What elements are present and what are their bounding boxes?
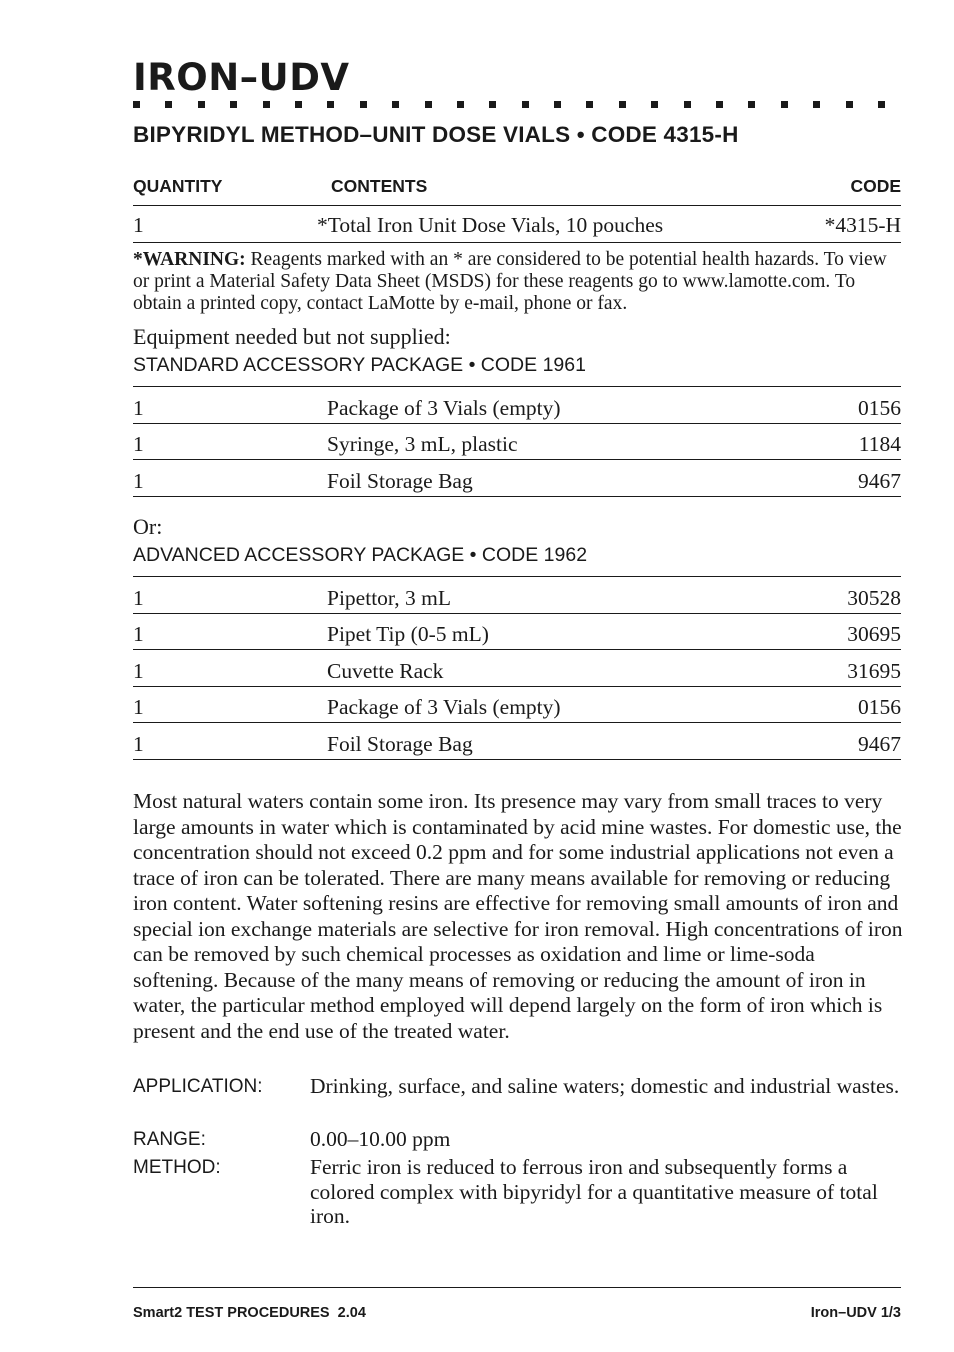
divider-dot — [392, 101, 399, 108]
row-code: 9467 — [858, 469, 901, 493]
row-contents: *Total Iron Unit Dose Vials, 10 pouches — [317, 213, 664, 237]
or-label: Or: — [133, 514, 163, 539]
table-rule — [133, 205, 901, 206]
page-title: IRON–UDV — [133, 56, 350, 99]
spec-value: Ferric iron is reduced to ferrous iron and subsequently forms a colored complex with bipyridyl for a quantitative measure of total iron. — [310, 1155, 878, 1228]
divider-dot — [295, 101, 302, 108]
divider-dot — [263, 101, 270, 108]
row-contents: Pipettor, 3 mL — [327, 586, 451, 610]
divider-dot — [457, 101, 464, 108]
row-code: 9467 — [858, 732, 901, 756]
table-rule — [133, 496, 901, 497]
table-rule — [133, 613, 901, 614]
row-contents: Pipet Tip (0-5 mL) — [327, 622, 489, 646]
row-code: 0156 — [858, 396, 901, 420]
divider-dot — [619, 101, 626, 108]
reagent-row — [133, 207, 901, 243]
row-quantity: 1 — [133, 659, 144, 683]
divider-dot — [133, 101, 140, 108]
header-quantity: QUANTITY — [133, 176, 223, 196]
reagent-table-header — [133, 176, 901, 202]
table-rule — [133, 386, 901, 387]
footer-right: Iron–UDV 1/3 — [810, 1305, 901, 1321]
divider-dot — [586, 101, 593, 108]
row-code: 30695 — [847, 622, 901, 646]
row-code: 31695 — [847, 659, 901, 683]
table-row — [133, 726, 901, 762]
advanced-package-title: ADVANCED ACCESSORY PACKAGE • CODE 1962 — [133, 544, 588, 566]
table-row — [133, 616, 901, 652]
table-rule — [133, 649, 901, 650]
table-row — [133, 426, 901, 462]
equipment-note: Equipment needed but not supplied: — [133, 324, 451, 349]
row-quantity: 1 — [133, 213, 144, 237]
row-contents: Foil Storage Bag — [327, 732, 473, 756]
row-code: 30528 — [847, 586, 901, 610]
divider-dot — [522, 101, 529, 108]
spec-label: RANGE: — [133, 1129, 206, 1150]
standard-package-title: STANDARD ACCESSORY PACKAGE • CODE 1961 — [133, 354, 586, 376]
divider-dot — [748, 101, 755, 108]
divider-dot — [165, 101, 172, 108]
divider-dot — [716, 101, 723, 108]
table-rule — [133, 686, 901, 687]
row-contents: Cuvette Rack — [327, 659, 444, 683]
table-rule — [133, 242, 901, 243]
divider-dot — [878, 101, 885, 108]
table-row — [133, 463, 901, 499]
row-code: 0156 — [858, 695, 901, 719]
divider-dot — [846, 101, 853, 108]
divider-dot — [813, 101, 820, 108]
row-contents: Package of 3 Vials (empty) — [327, 695, 561, 719]
divider-dot — [327, 101, 334, 108]
divider-dot — [651, 101, 658, 108]
row-quantity: 1 — [133, 469, 144, 493]
table-row — [133, 580, 901, 616]
table-row — [133, 653, 901, 689]
row-contents: Syringe, 3 mL, plastic — [327, 432, 518, 456]
row-quantity: 1 — [133, 695, 144, 719]
row-contents: Package of 3 Vials (empty) — [327, 396, 561, 420]
divider-dot — [554, 101, 561, 108]
row-quantity: 1 — [133, 396, 144, 420]
table-rule — [133, 722, 901, 723]
dotted-divider — [133, 101, 885, 108]
header-contents: CONTENTS — [331, 176, 428, 196]
footer-rule — [133, 1287, 901, 1288]
header-code: CODE — [850, 176, 901, 196]
divider-dot — [360, 101, 367, 108]
table-rule — [133, 423, 901, 424]
spec-label: APPLICATION: — [133, 1076, 263, 1097]
row-code: *4315-H — [824, 213, 901, 237]
row-quantity: 1 — [133, 586, 144, 610]
row-quantity: 1 — [133, 622, 144, 646]
table-rule — [133, 459, 901, 460]
table-row — [133, 689, 901, 725]
warning-label: *WARNING: — [133, 249, 246, 270]
description-paragraph: Most natural waters contain some iron. Its presence may vary from small traces to very large amounts in water which is contaminated by acid mine wastes. For domestic use, the concentration should not exceed 0.2 ppm and for some industrial applications not even a trace of iron can be tolerated. There are many means available for removing or reducing iron content. Water softening resins are effective for removing small amounts of iron and special ion exchange materials are selective for iron removal. High concentrations of iron can be removed by such chemical processes as oxidation and lime or lime-soda softening. Because of the many means of removing or reducing the amount of iron in water, the particular method employed will depend largely on the form of iron which is present and the end use of the treated water. — [133, 789, 903, 1043]
warning-note — [133, 249, 903, 315]
page-subtitle: BIPYRIDYL METHOD–UNIT DOSE VIALS • CODE 4315-H — [133, 122, 739, 147]
divider-dot — [425, 101, 432, 108]
row-code: 1184 — [858, 432, 901, 456]
divider-dot — [781, 101, 788, 108]
divider-dot — [198, 101, 205, 108]
spec-label: METHOD: — [133, 1157, 221, 1178]
divider-dot — [684, 101, 691, 108]
spec-value: 0.00–10.00 ppm — [310, 1127, 451, 1151]
spec-value: Drinking, surface, and saline waters; domestic and industrial wastes. — [310, 1074, 900, 1098]
table-rule — [133, 759, 901, 760]
divider-dot — [230, 101, 237, 108]
table-rule — [133, 576, 901, 577]
footer-left: Smart2 TEST PROCEDURES 2.04 — [133, 1305, 366, 1321]
table-row — [133, 390, 901, 426]
row-contents: Foil Storage Bag — [327, 469, 473, 493]
row-quantity: 1 — [133, 732, 144, 756]
divider-dot — [489, 101, 496, 108]
warning-text: Reagents marked with an * are considered to be potential health hazards. To view or print a Material Safety Data Sheet (MSDS) for these reagents go to www.lamotte.com. To obtain a printed copy, contact LaMotte by e-mail, phone or fax. — [133, 249, 887, 314]
row-quantity: 1 — [133, 432, 144, 456]
